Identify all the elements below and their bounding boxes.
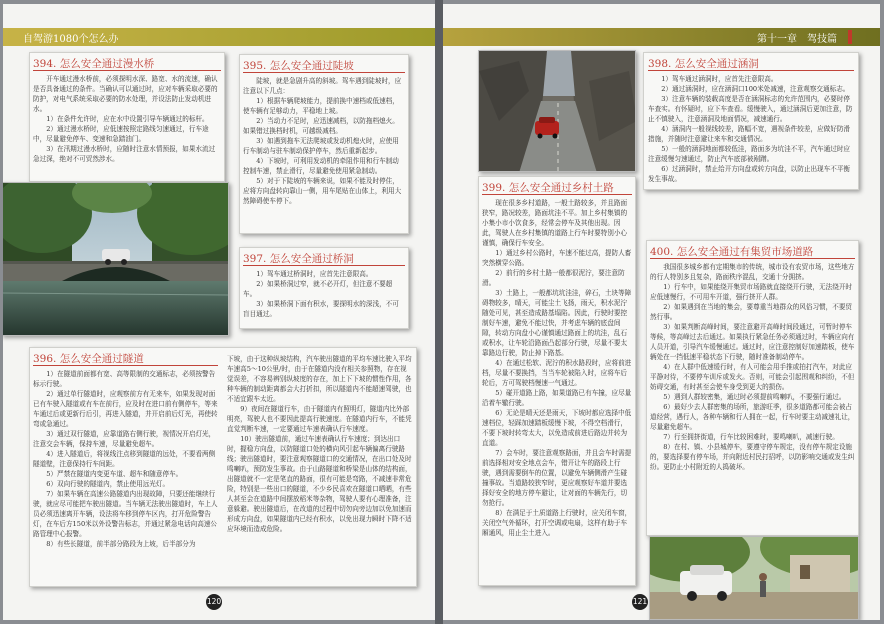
s396-c1-p7: 8）有些长隧道，前半部分路段为上坡，后半部分为 (46, 540, 196, 548)
s395-p4: 4）下坡时，可利用发动机的牵阻作用和行车制动控制车速，禁止滑行，尽量避免使用紧急制动。 (243, 157, 399, 175)
section-400-title: 400. 怎么安全通过有集贸市场道路 (650, 246, 814, 258)
s396-c1-p0: 1）在隧道前面都有宽、高等限制的交通标志，必须按警告标示行驶。 (33, 370, 216, 388)
section-397-text (243, 269, 405, 325)
section-396-col1 (33, 369, 219, 583)
section-398-title: 398. 怎么安全通过涵洞 (648, 58, 759, 70)
s400-p2: 2）如果遇到在当地的集会，要尊重当地群众的风俗习惯，不要贸然行事。 (650, 303, 853, 321)
s400-p5: 5）遇到人群较密集，通过时必须提前鸣喇叭，不要强行通过。 (663, 393, 846, 401)
s399-p3: 3）土路上，一般都坑坑洼洼，碎石，土块等障碍物较多，晴天，可能尘土飞扬，雨天，积水泥泞随处可见，甚至造成路基塌陷。因此，行驶时要控制好车速，避免不能过快，并考虑车辆的底盘间隙，转动方向盘小心谨慎通过路面上的坑洼，乱石或积水，让车轮沿路面凸起部分行驶，尽量不要太靠路边行驶，防止掉下路基。 (482, 289, 632, 357)
s396-c1-p6: 7）如果车辆在高速公路隧道内出现故障，只要还能继续行驶，就应尽可能把车驶出隧道。当车辆无法驶出隧道时，车上人员必须迅速离开车辆，设法将车移到停车区内，打开危险警告灯，在车后方150米以外设警告标志，并通过紧急电话向高速公路管理中心报警。 (33, 490, 218, 538)
section-397-title: 397. 怎么安全通过桥洞 (243, 253, 354, 265)
s395-p3: 3）如遇到拖车无法爬坡或发动机熄火时，应使用行车制动与驻车制动保护停车，然后重新起步。 (243, 137, 399, 155)
s399-p1: 1）通过乡村公路时，车速不能过高，提防人畜突然横穿公路。 (482, 249, 632, 267)
left-page (3, 4, 435, 620)
s395-p0: 陡坡，就是急剧升高的斜坡。驾车遇到陡坡时，应注意以下几点： (243, 77, 402, 95)
s398-p5: 6）过涵洞时，禁止给开方向盘或转方向盘，以防止出现车不平衡发生事故。 (648, 165, 851, 183)
s396-c1-p5: 6）双向行驶的隧道内，禁止使用远光灯。 (46, 480, 170, 488)
section-399-underline (482, 194, 632, 195)
section-398-underline (648, 70, 854, 71)
s399-p0: 现在很多乡村道路，一般土路较多，并且路面狭窄，路况较差，路面坑洼不平。加上乡村集镇的小集小市小饮食多，经常会停车及其他出现。因此，驾驶人在乡村集镇的道路上行车时要特别小心谨慎，确保行车安全。 (482, 199, 628, 247)
s395-p1: 1）根据车辆爬坡能力，提前换中速档或低速档，使车辆有足够动力，平稳地上坡。 (243, 97, 399, 115)
s398-p2: 3）注意车辆的装载高度是否在涵洞标志的允许范围内，必要时停车查实。有怀疑时，应下车查看。缓慢驶入，通过涵洞后更加注意，防止不慎驶入，注意涵洞及地面情况，减速通行。 (648, 95, 853, 123)
s400-p1: 1）行车中，如果能绕开集贸市场路就直接绕开行驶，无法绕开时应低速慢行，不可用车开道，强行挤开人群。 (650, 283, 853, 301)
section-395-underline (243, 72, 405, 73)
village-suv-photo (649, 536, 859, 620)
s400-p4: 4）在人群中低速缓行时，有人可能会用手推或拍打汽车，对此应平静对待，不要停车训斥或发火。否则，可能会引起围观和纠纷，不但妨碍交通，有时甚至会使车身受到更大的损伤。 (650, 363, 855, 391)
section-394-title: 394. 怎么安全通过漫水桥 (33, 58, 155, 70)
s396-c2-p1: 9）夜间在隧道行车，由于隧道内有照明灯，隧道内比外部明亮，驾驶人也不要因此提高行驶速度。在隧道内行车，不能凭直觉判断车速，一定要通过车速表确认行车速度。 (227, 405, 412, 433)
s397-p0: 1）驾车通过桥洞时，应首先注意限高。 (256, 270, 373, 278)
s398-p0: 1）驾车通过涵洞时，应首先注意限高。 (661, 75, 778, 83)
s394-p2: 2）通过漫水桥时，应低速按照定路线匀速通过，行车途中，尽量避免停车、变速和急踏油门。 (33, 125, 209, 143)
right-header-title: 第十一章 驾技篇 (757, 34, 837, 45)
right-header-bar (443, 28, 880, 46)
bridge-photo-image (3, 183, 229, 336)
section-400-text (650, 262, 855, 532)
tunnel-road-photo-image (479, 51, 636, 172)
left-header-bar (3, 28, 435, 46)
s400-p0: 我国很多城乡都有定期集市的传统，城市设有农贸市场，这些地方的行人特别多且复杂，路面秩序混乱，交通十分拥挤。 (650, 263, 855, 281)
s400-p8: 8）在村、镇、小县城停车，要遵守停车规定，没有停车规定设施的，要选择要有停车场，并向附近村民打招呼，以防影响交通或发生纠纷。更防止小村附近的人捣破坏。 (650, 443, 855, 471)
s399-p7: 7）会车时，要注意观察路面，并且会车时需提前选择相对安全地点会车，错开让车的路段上行驶，遇到需要倒车的位置，以避免车辆侧滑产生碰撞事故。当道路较狭窄时，更应观察好车道并要选择好安全的地方停车避让，让对面的车辆先行，切勿抢行。 (482, 449, 632, 507)
s398-p1: 2）通过涵洞时，应在涵洞口100米处减速，注意观察交通标志。 (661, 85, 850, 93)
s399-p5: 5）碰开道路上路，如果道路已有车撞，应尽量沿着车辙行驶。 (482, 389, 632, 407)
s396-c1-p1: 2）通过单行隧道时，应观察前方有无来车，如果发现对面已有车驶入隧道或有车在前行，应及时在进口前有侧停车，等来车通过后或更新行后引，再进入隧道，并开启前后灯光，再使转弯或急通过。 (33, 390, 218, 428)
section-394-underline (33, 70, 221, 71)
s399-p2: 2）前行的乡村土路一般都很泥泞，要注意防滑。 (482, 269, 625, 287)
s394-p1: 1）在条件允许时，应在水中设置引导车辆通过的标杆。 (46, 115, 209, 123)
s394-p0: 开车通过漫水桥前，必须探明水深、路宽、水的流速，确认是否具备通过的条件。当确认可以通过时，应对车辆采取必要的防护，对电气系统采取必要的防水处理，并设法防止发动机进水。 (33, 75, 218, 113)
section-399-text (482, 198, 632, 582)
section-395-text (243, 76, 405, 230)
header-accent-mark (848, 30, 852, 44)
section-396-col2 (227, 354, 413, 583)
s396-c1-p3: 4）进入隧道后，将视线注点移到隧道的远处，不要看两侧隧道壁，注意保持行车间距。 (33, 450, 216, 468)
section-397-underline (243, 265, 405, 266)
s400-p7: 7）行至拥挤街道，行车比较困难时，要鸣喇叭，减速行驶。 (663, 433, 839, 441)
s396-c1-p4: 5）严禁在隧道内变更车道、超车和随意停车。 (46, 470, 183, 478)
section-394-text (33, 74, 221, 178)
s395-p2: 2）当动力不足时，应迅速减档，以防拖档熄火。如果错过换档时机，可越级减档。 (243, 117, 399, 135)
s397-p1: 2）如果桥洞过窄，就不必开灯，但注意不要超车。 (243, 280, 393, 298)
s397-p2: 3）如果桥洞下面有积水，要探明水的深浅，不可盲目通过。 (243, 300, 399, 318)
book-spine (435, 0, 443, 624)
section-396-underline (33, 365, 218, 366)
bridge-photo (3, 182, 229, 336)
s396-c2-p0: 下坡，由于这种纵坡结构，汽车驶出隧道的平均车速比驶入平均车速高5～10公里/时，由于在隧道内没有相关参照物，存在视觉误差，不容易辨别纵坡度的存在，加上下下坡的惯性作用，各种车辆的制动距离都会大打折扣，所以隧道内不能超速驾驶，也不适宜跟车太近。 (227, 355, 412, 403)
s398-p3: 4）涵洞内一般视线较差，路幅不宽，遇视条件较差，应做好防滑措施，并随时注意避让来车和交通情况。 (648, 125, 851, 143)
s399-p6: 6）无论是晴天还是雨天，下坡时都应选择中低速档位，轻踩加速踏板缓慢下坡，不得空档滑行，不要下坡时转弯太大，以免造成前进后路边并转为直道。 (482, 409, 632, 447)
s399-p4: 4）在通过松软、泥泞的积水路段时，应将前进档，尽量不要换挡，当当车轮被陷入时，应将车后轮后，方可驾驶档慢速一气通过。 (482, 359, 632, 387)
s400-p3: 3）如果判断高峰时间，要注意避开高峰时间段通过，可暂时停车等候，等高峰过去后通过。如果执行紧急任务必须通过时，车辆应向有人员开道，引导汽车缓慢通过。通过时，应注意控制好加速踏板，使车辆处在一挡低速平稳状态下行驶，随时准备制动停车。 (650, 323, 855, 361)
left-page-number: 120 (206, 594, 222, 610)
s394-p3: 3）在汛期过漫水桥时，应随时注意水情预报，如果水流过急过深，绝对不可贸然涉水。 (33, 145, 216, 163)
s396-c2-p2: 10）驶出隧道前，通过车速表确认行车速度；到达出口时，握稳方向盘，以防隧道口处的横向风引起车辆偏离行驶路线；驶出隧道时，要注意观察隧道口的交通情况，在出口处及时鸣喇叭，预防发生事故。由于山路隧道和桥梁是山体的结构面，出隧道就不一定是笔直的路面，很有可能是弯路，不减速非常危险，特别是一些出口的隧道，不少乡民喜欢在隧道口晒晒，有些人甚至会在道路中间摆放稻米等杂物，驾驶人要有心理准备，注意躲避。驶出隧道后，在改道的过程中切勿向旁边加以免加速而形成方向盘，如果隧道内已经有积水，以免出现力瞬时下降不适应环境而造成危险。 (227, 435, 412, 533)
section-396-title: 396. 怎么安全通过隧道 (33, 353, 144, 365)
section-398-text (648, 74, 854, 186)
tunnel-road-photo (478, 50, 636, 172)
s398-p4: 5）一般的涵洞地面都较低洼，路面多为坑洼不平，汽车通过时应注意缓慢匀速通过，防止汽车底部被剐蹭。 (648, 145, 851, 163)
left-header-title: 自驾游1080个怎么办 (23, 34, 119, 45)
right-page (443, 4, 880, 620)
s400-p6: 6）最好少去人群密集的场所，旅游旺季，很多道路都可能会被占道经营，遇行人，各种车辆和行人拥在一起，行车时要主动减速礼让，尽量避免超车。 (650, 403, 855, 431)
right-page-number: 121 (632, 594, 648, 610)
s396-c1-p2: 3）通过双行隧道，应靠道路右侧行驶，视情况开启灯光，注意交会车辆，保持车速，尽量避免超车。 (33, 430, 216, 448)
section-400-underline (650, 258, 855, 259)
s395-p5: 5）对于下陡坡的车辆来说，如果不能及时停住，应将方向盘转向靠山一侧，用车尾贴在山体上，利用大然障碍使车停下。 (243, 177, 402, 205)
village-suv-photo-image (650, 537, 859, 620)
section-395-title: 395. 怎么安全通过陡坡 (243, 60, 354, 72)
s399-p8: 8）在满足于土质道路上行驶时，应关闭车窗，关闭空气外循环，打开空调或电扇，这样有助于车厢通风，用止尘土进入。 (482, 509, 632, 537)
section-399-title: 399. 怎么安全通过乡村土路 (482, 182, 614, 194)
